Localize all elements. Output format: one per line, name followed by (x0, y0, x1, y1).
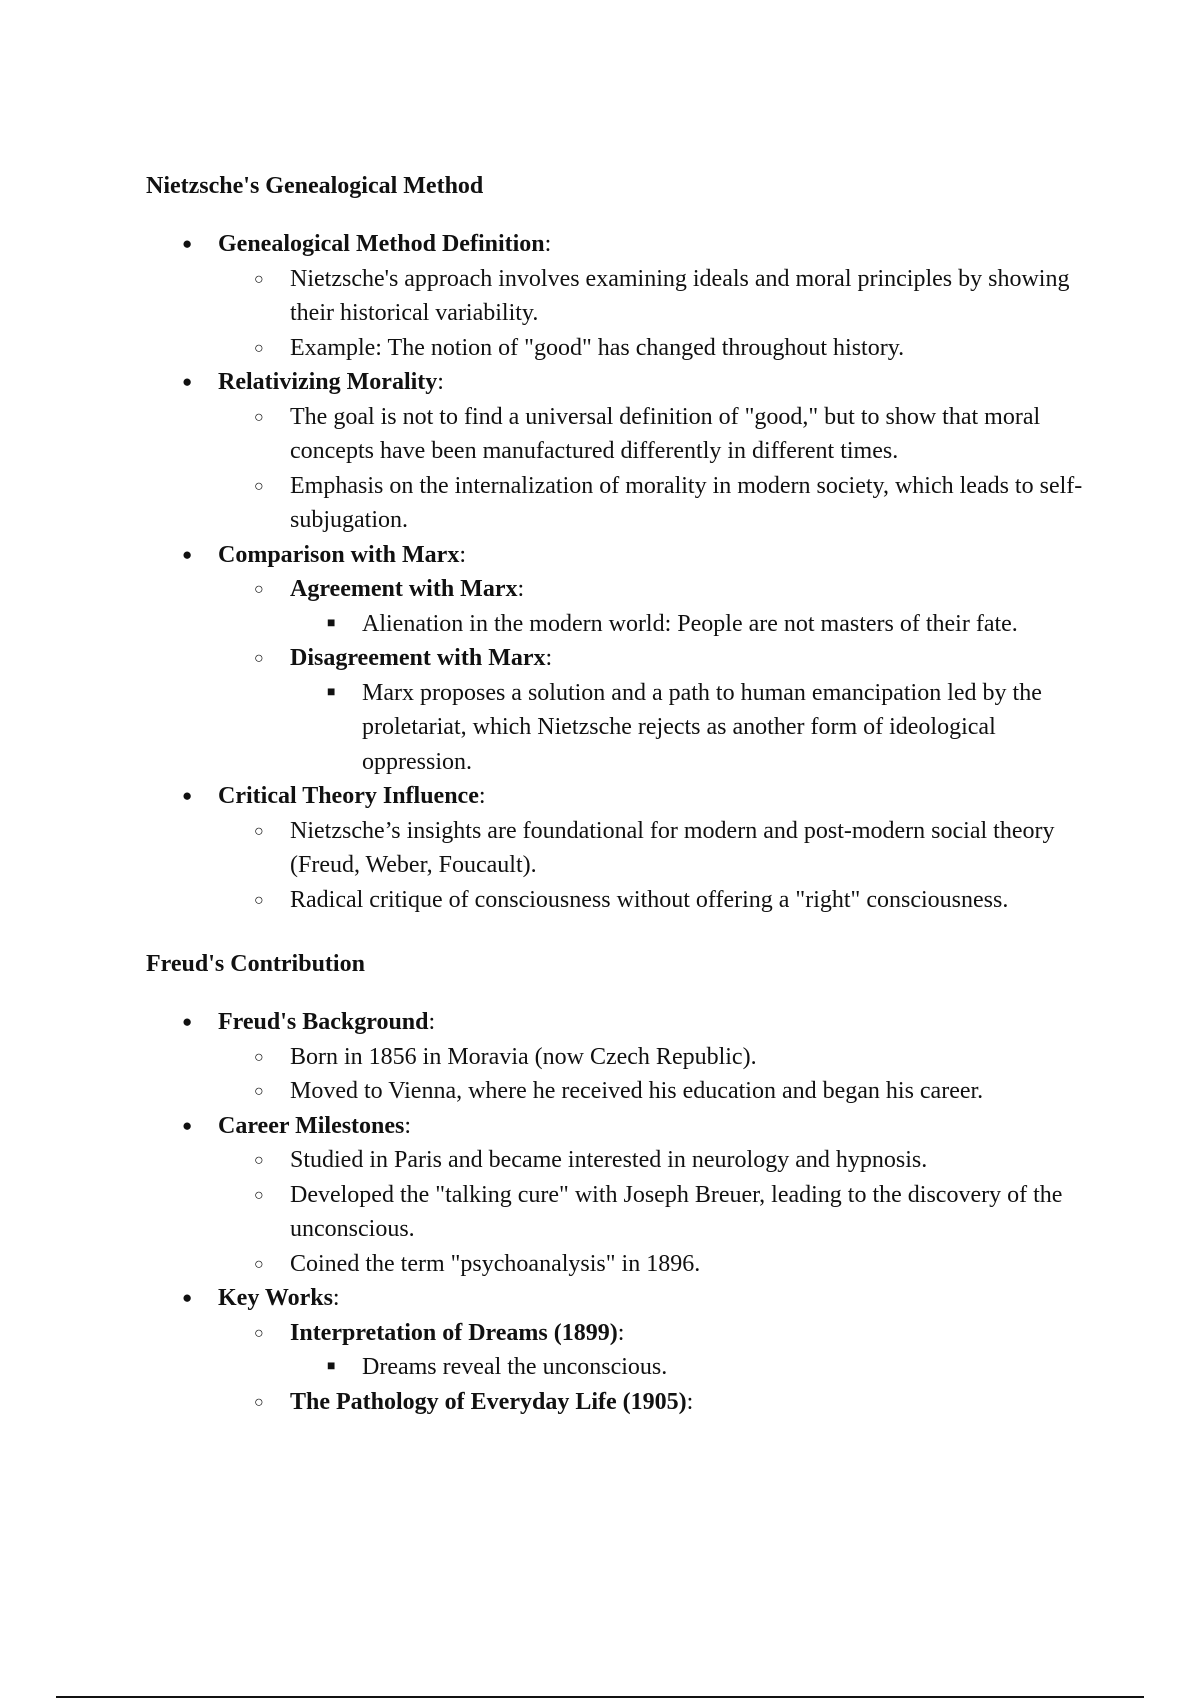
list-item: ○ Emphasis on the internalization of morality in modern society, which leads to self-subjugation. (252, 469, 1100, 538)
list-item: ○ The Pathology of Everyday Life (1905): (252, 1385, 1100, 1420)
sub-sub-list (324, 1350, 1100, 1385)
list-item: ○ Nietzsche's approach involves examining ideals and moral principles by showing their historical variability. (252, 262, 1100, 331)
sub-sub-list (324, 676, 1100, 780)
sub-list (252, 262, 1100, 366)
list-item: ○ Studied in Paris and became interested in neurology and hypnosis. (252, 1143, 1100, 1178)
list-item: ○ Disagreement with Marx: ■ Marx proposes a solution and a path to human emancipation led by the proletariat, which Nietzsche rejects as another form of ideological oppression. (252, 641, 1100, 779)
item-label: Interpretation of Dreams (1899) (290, 1319, 618, 1346)
item-label: Genealogical Method Definition (218, 231, 545, 257)
list-item: ○ Nietzsche’s insights are foundational for modern and post-modern social theory (Freud, Weber, Foucault). (252, 814, 1100, 883)
sub-sub-list (324, 607, 1100, 642)
list-item: ○ Agreement with Marx: ■ Alienation in the modern world: People are not masters of their fate. (252, 572, 1100, 641)
list-item: ○ Born in 1856 in Moravia (now Czech Republic). (252, 1040, 1100, 1075)
item-label: Agreement with Marx (290, 576, 518, 602)
sub-list (252, 1040, 1100, 1109)
list-item: ○ The goal is not to find a universal definition of "good," but to show that moral concepts have been manufactured differently in different times. (252, 400, 1100, 469)
sub-list (252, 400, 1100, 538)
list-item: ● Critical Theory Influence: ○ Nietzsche’s insights are foundational for modern and post-modern social theory (Freud, Weber, Foucault). ○ Radical critique of consciousness without offering a "right" consciousness. (180, 779, 1100, 917)
list-item: ● Comparison with Marx: ○ Agreement with Marx: ■ Alienation in the modern world: People are not masters of their fate. ○ Disagreement with Marx: ■ Marx proposes a solution and a path to human emancipation led by the proletariat, which Nietzsche rejects as another form of ideological oppression. (180, 538, 1100, 780)
footer-rule (56, 1696, 1144, 1698)
item-label: Comparison with Marx (218, 541, 460, 568)
item-label: Critical Theory Influence (218, 783, 479, 809)
list-item: ● Genealogical Method Definition: ○ Nietzsche's approach involves examining ideals and moral principles by showing their historical variability. ○ Example: The notion of "good" has changed throughout history. (180, 227, 1100, 365)
list-item: ● Freud's Background: ○ Born in 1856 in Moravia (now Czech Republic). ○ Moved to Vienna, where he received his education and began his career. (180, 1005, 1100, 1109)
list-item: ■ Alienation in the modern world: People are not masters of their fate. (324, 607, 1100, 642)
item-label: Relativizing Morality (218, 369, 438, 395)
item-label: Key Works (218, 1285, 333, 1311)
item-label: Career Milestones (218, 1112, 405, 1139)
list-item: ○ Radical critique of consciousness without offering a "right" consciousness. (252, 883, 1100, 918)
sub-list (252, 572, 1100, 779)
list-item: ○ Coined the term "psychoanalysis" in 1896. (252, 1247, 1100, 1282)
sub-list (252, 814, 1100, 918)
sub-list (252, 1316, 1100, 1420)
item-label: Disagreement with Marx (290, 645, 546, 671)
list-item: ● Key Works: ○ Interpretation of Dreams (1899): ■ Dreams reveal the unconscious. ○ The Pathology of Everyday Life (1905): (180, 1281, 1100, 1419)
sub-list (252, 1143, 1100, 1281)
section-heading: Freud's Contribution (146, 951, 365, 977)
list-item: ○ Moved to Vienna, where he received his education and began his career. (252, 1074, 1100, 1109)
list-item: ○ Interpretation of Dreams (1899): ■ Dreams reveal the unconscious. (252, 1316, 1100, 1385)
item-label: The Pathology of Everyday Life (1905) (290, 1388, 687, 1415)
section-list (180, 227, 1100, 917)
list-item: ○ Developed the "talking cure" with Joseph Breuer, leading to the discovery of the unconscious. (252, 1178, 1100, 1247)
item-label: Freud's Background (218, 1009, 429, 1035)
list-item: ■ Marx proposes a solution and a path to human emancipation led by the proletariat, which Nietzsche rejects as another form of ideological oppression. (324, 676, 1100, 780)
list-item: ● Relativizing Morality: ○ The goal is not to find a universal definition of "good," but to show that moral concepts have been manufactured differently in different times. ○ Emphasis on the internalization of morality in modern society, which leads to self-subjugation. (180, 365, 1100, 538)
section-list (180, 1005, 1100, 1419)
list-item: ■ Dreams reveal the unconscious. (324, 1350, 1100, 1385)
list-item: ● Career Milestones: ○ Studied in Paris and became interested in neurology and hypnosis. ○ Developed the "talking cure" with Joseph Breuer, leading to the discovery of the unconscious. ○ Coined the term "psychoanalysis" in 1896. (180, 1109, 1100, 1282)
section-heading: Nietzsche's Genealogical Method (146, 173, 484, 199)
list-item: ○ Example: The notion of "good" has changed throughout history. (252, 331, 1100, 366)
